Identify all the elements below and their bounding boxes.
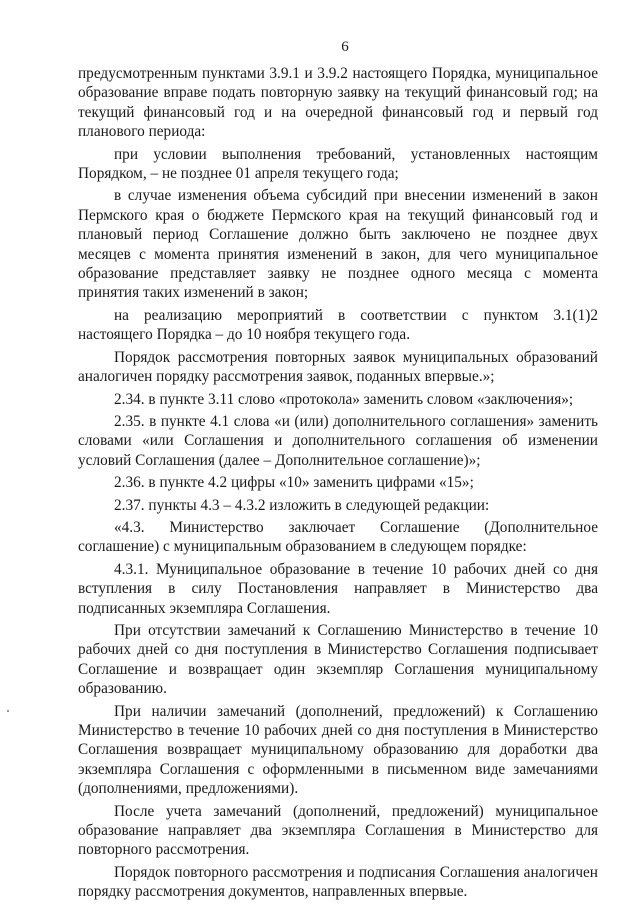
paragraph: После учета замечаний (дополнений, предложений) муниципальное образование направляет два экземпляра Соглашения в Министерство для повторного рассмотрения. (78, 802, 598, 859)
paragraph: При наличии замечаний (дополнений, предложений) к Соглашению Министерство в течение 10 рабочих дней со дня поступления в Министерство Соглашения возвращает муниципальному образованию для доработки два экземпляра Соглашения с оформленными в письменном виде замечаниями (дополнениями, предложениями). (78, 702, 598, 798)
paragraph: в случае изменения объема субсидий при внесении изменений в закон Пермского края о бюджете Пермского края на текущий финансовый год и плановый период Соглашение должно быть заключено не позднее двух месяцев с момента принятия изменений в закон, для чего муниципальное образование представляет заявку не позднее одного месяца с момента принятия таких изменений в закон; (78, 187, 598, 302)
paragraph: при условии выполнения требований, установленных настоящим Порядком, – не позднее 01 апреля текущего года; (78, 145, 598, 183)
scan-speck (7, 710, 9, 712)
paragraph: 2.36. в пункте 4.2 цифры «10» заменить цифрами «15»; (114, 474, 474, 492)
paragraph: 2.37. пункты 4.3 – 4.3.2 изложить в следующей редакции: (114, 496, 490, 514)
page-number: 6 (341, 39, 349, 55)
document-page (78, 38, 598, 905)
paragraph: Порядок повторного рассмотрения и подписания Соглашения аналогичен порядку рассмотрения документов, направленных впервые. (78, 863, 598, 901)
paragraph: При отсутствии замечаний к Соглашению Министерство в течение 10 рабочих дней со дня поступления в Министерство Соглашения подписывает Соглашение и возвращает один экземпляр Соглашения муниципальному образованию. (78, 621, 598, 698)
paragraph: на реализацию мероприятий в соответствии с пунктом 3.1(1)2 настоящего Порядка – до 10 ноября текущего года. (78, 306, 598, 344)
paragraph: Порядок рассмотрения повторных заявок муниципальных образований аналогичен порядку рассмотрения заявок, поданных впервые.»; (78, 348, 598, 386)
paragraph: 2.34. в пункте 3.11 слово «протокола» заменить словом «заключения»; (114, 390, 574, 408)
paragraph: 2.35. в пункте 4.1 слова «и (или) дополнительного соглашения» заменить словами «или Соглашения и дополнительного соглашения об изменении условий Соглашения (далее – Дополнительное соглашение)»; (78, 412, 598, 469)
paragraph: 4.3.1. Муниципальное образование в течение 10 рабочих дней со дня вступления в силу Постановления направляет в Министерство два подписанных экземпляра Соглашения. (78, 560, 598, 617)
paragraph: «4.3. Министерство заключает Соглашение (Дополнительное соглашение) с муниципальным образованием в следующем порядке: (78, 518, 598, 556)
paragraph: предусмотренным пунктами 3.9.1 и 3.9.2 настоящего Порядка, муниципальное образование вправе подать повторную заявку на текущий финансовый год; на текущий финансовый год и на очередной финансовый год и первый год планового периода: (78, 65, 598, 141)
